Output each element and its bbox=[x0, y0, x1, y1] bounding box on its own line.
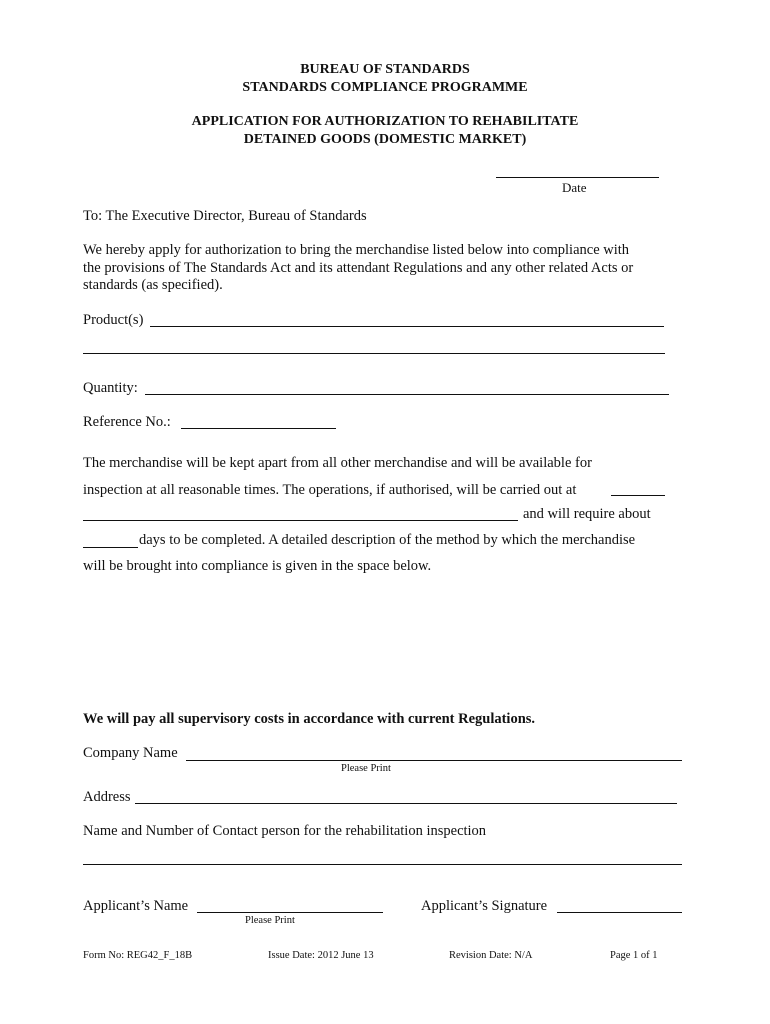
products-field-2[interactable] bbox=[83, 337, 669, 355]
location-field-a[interactable] bbox=[611, 479, 669, 497]
merch-line-2: inspection at all reasonable times. The operations, if authorised, will be carried out at bbox=[83, 482, 577, 498]
footer-issue-date: Issue Date: 2012 June 13 bbox=[268, 950, 374, 961]
intro-line-1: We hereby apply for authorization to bring the merchandise listed below into compliance with bbox=[83, 242, 630, 258]
intro-line-2: the provisions of The Standards Act and its attendant Regulations and any other related Acts or bbox=[83, 260, 634, 276]
quantity-field[interactable] bbox=[145, 378, 673, 396]
intro-line-3: standards (as specified). bbox=[83, 277, 223, 293]
reference-label: Reference No.: bbox=[83, 414, 171, 430]
footer-form-number: Form No: REG42_F_18B bbox=[83, 950, 193, 961]
company-name-field[interactable] bbox=[186, 744, 686, 762]
company-name-hint: Please Print bbox=[341, 763, 391, 774]
days-field[interactable] bbox=[83, 531, 142, 549]
applicant-name-label: Applicant’s Name bbox=[83, 898, 189, 914]
applicant-signature-field[interactable] bbox=[557, 896, 686, 914]
quantity-label: Quantity: bbox=[83, 380, 138, 396]
applicant-name-field[interactable] bbox=[197, 896, 387, 914]
date-label: Date bbox=[562, 180, 587, 195]
method-description-area[interactable] bbox=[83, 582, 687, 706]
location-field-b[interactable] bbox=[83, 504, 522, 522]
merch-line-4-end: days to be completed. A detailed description of the method by which the merchandise bbox=[139, 532, 636, 548]
form-title-line1: APPLICATION FOR AUTHORIZATION TO REHABILITATE bbox=[191, 114, 579, 129]
address-field[interactable] bbox=[135, 787, 681, 805]
merch-line-1: The merchandise will be kept apart from all other merchandise and will be available for bbox=[83, 455, 592, 471]
addressee-line: To: The Executive Director, Bureau of Standards bbox=[83, 208, 367, 224]
applicant-name-hint: Please Print bbox=[245, 915, 295, 926]
company-name-label: Company Name bbox=[83, 745, 178, 761]
contact-field[interactable] bbox=[83, 848, 686, 866]
date-field[interactable] bbox=[496, 161, 663, 179]
bureau-heading: BUREAU OF STANDARDS bbox=[300, 62, 470, 77]
merch-line-5: will be brought into compliance is given in the space below. bbox=[83, 558, 432, 574]
form-title-line2: DETAINED GOODS (DOMESTIC MARKET) bbox=[243, 132, 527, 147]
contact-label: Name and Number of Contact person for the rehabilitation inspection bbox=[83, 823, 487, 839]
address-label: Address bbox=[83, 789, 131, 805]
footer-revision-date: Revision Date: N/A bbox=[449, 950, 533, 961]
costs-statement: We will pay all supervisory costs in accordance with current Regulations. bbox=[83, 711, 536, 727]
applicant-signature-label: Applicant’s Signature bbox=[421, 898, 548, 914]
products-field[interactable] bbox=[150, 310, 668, 328]
footer-page-number: Page 1 of 1 bbox=[610, 950, 658, 961]
merch-line-3-end: and will require about bbox=[523, 506, 651, 522]
reference-field[interactable] bbox=[181, 412, 340, 430]
products-label: Product(s) bbox=[83, 312, 144, 328]
programme-heading: STANDARDS COMPLIANCE PROGRAMME bbox=[242, 80, 528, 95]
